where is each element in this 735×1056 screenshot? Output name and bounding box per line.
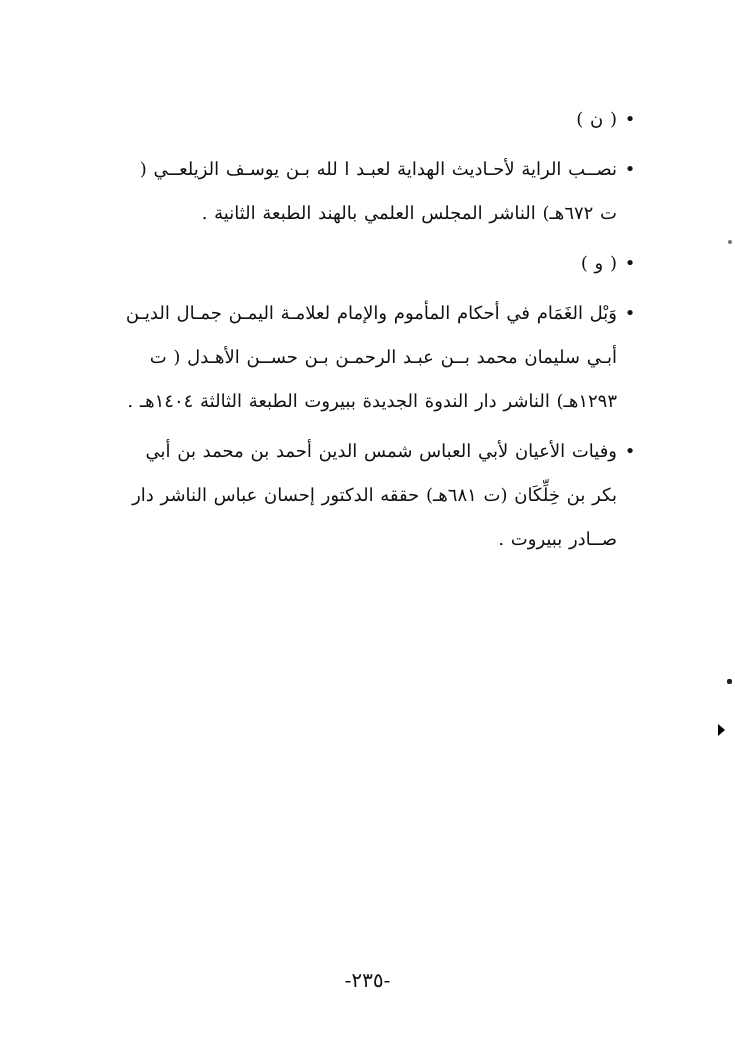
bibliography-list bbox=[119, 98, 639, 562]
bibliography-entry bbox=[119, 430, 639, 562]
bullet-icon: • bbox=[624, 109, 636, 130]
section-heading-text: ( و ) bbox=[580, 253, 617, 274]
margin-arrow-mark bbox=[718, 724, 725, 736]
bibliography-entry bbox=[119, 148, 639, 236]
bibliography-entry-text: وَبْل الغَمَام في أحكام المأموم والإمام لعلامـة اليمـن جمـال الديـن أبـي سليمان محمد بــن عبـد الرحمـن بـن حســن الأهـدل ( ت ١٢٩٣هـ) الناشر دار الندوة الجديدة ببيروت الطبعة الثالثة ١٤٠٤هـ . bbox=[125, 303, 617, 412]
section-heading-text: ( ن ) bbox=[576, 109, 617, 130]
bullet-icon: • bbox=[624, 253, 636, 274]
margin-dot-mark bbox=[727, 679, 732, 684]
bibliography-entry-text: نصــب الراية لأحـاديث الهداية لعبـد ا لله بـن يوسـف الزيلعــي ( ت ٦٧٢هـ) الناشر المجلس العلمي بالهند الطبعة الثانية . bbox=[139, 159, 617, 224]
bullet-icon: • bbox=[624, 303, 636, 324]
margin-dot-mark bbox=[728, 240, 732, 244]
bibliography-entry-text: وفيات الأعيان لأبي العباس شمس الدين أحمد بن محمد بن أبي بكر بن خِلِّكَان (ت ٦٨١هـ) حققه الدكتور إحسان عباس الناشر دار صــادر ببيروت . bbox=[132, 441, 617, 550]
section-heading-waw bbox=[119, 242, 639, 286]
bibliography-entry bbox=[119, 292, 639, 424]
section-heading-noon bbox=[119, 98, 639, 142]
bullet-icon: • bbox=[624, 159, 636, 180]
bullet-icon: • bbox=[624, 441, 636, 462]
page-number: -٢٣٥- bbox=[344, 968, 391, 992]
